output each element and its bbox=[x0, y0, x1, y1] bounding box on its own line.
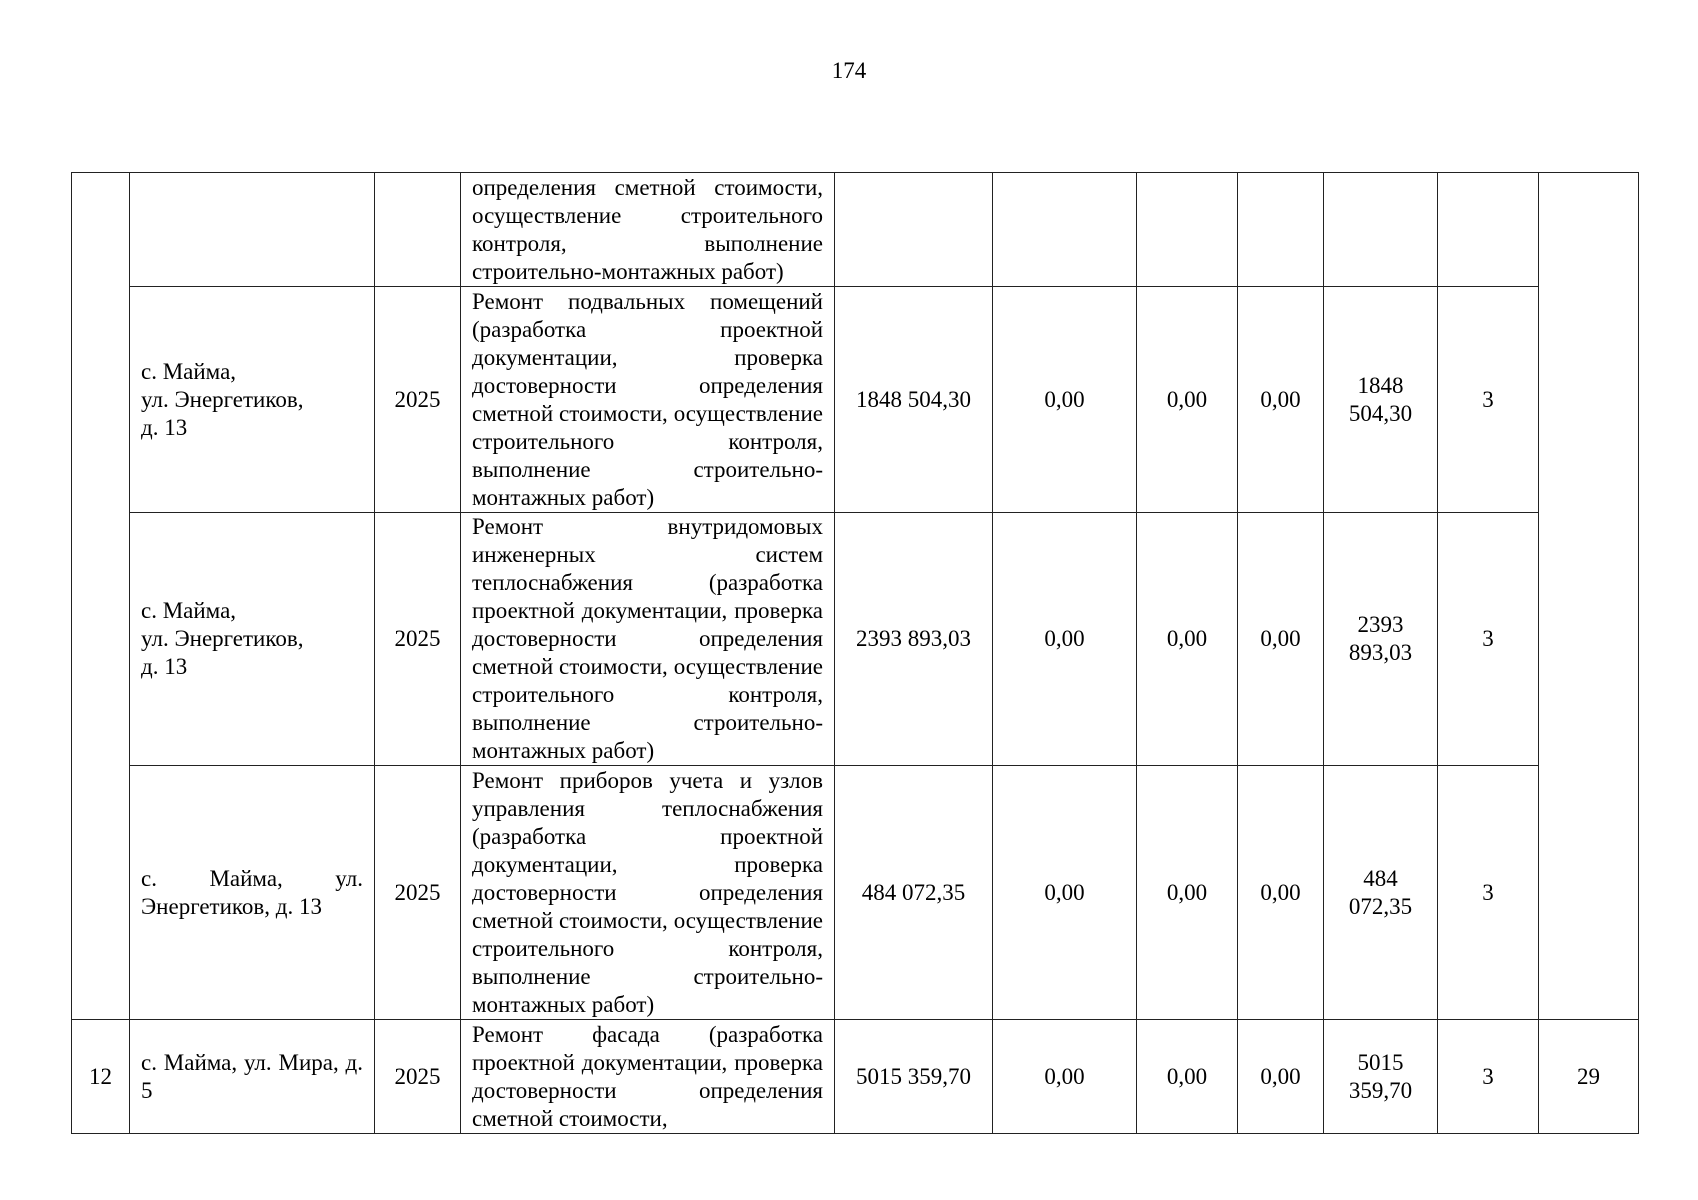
cell-source-4: 5015 359,70 bbox=[1324, 1020, 1438, 1134]
cell-source-1: 0,00 bbox=[993, 513, 1137, 766]
cell-source-1: 0,00 bbox=[993, 1020, 1137, 1134]
cell-address bbox=[130, 173, 375, 287]
cell-source-4 bbox=[1324, 173, 1438, 287]
cell-source-1: 0,00 bbox=[993, 287, 1137, 513]
cell-method: 3 bbox=[1438, 513, 1539, 766]
cell-method: 3 bbox=[1438, 766, 1539, 1020]
cell-number bbox=[72, 173, 130, 1020]
cell-source-3: 0,00 bbox=[1238, 766, 1324, 1020]
cell-address: с. Майма, ул. Энергетиков, д. 13 bbox=[130, 766, 375, 1020]
cell-source-2: 0,00 bbox=[1137, 1020, 1238, 1134]
table-row bbox=[72, 766, 1639, 1020]
table-row bbox=[72, 513, 1639, 766]
cell-year bbox=[375, 173, 461, 287]
cell-total: 484 072,35 bbox=[835, 766, 993, 1020]
cell-year: 2025 bbox=[375, 766, 461, 1020]
cell-method: 3 bbox=[1438, 1020, 1539, 1134]
table-row bbox=[72, 173, 1639, 287]
table-row bbox=[72, 287, 1639, 513]
cell-method: 3 bbox=[1438, 287, 1539, 513]
cell-source-2: 0,00 bbox=[1137, 766, 1238, 1020]
cell-source-2: 0,00 bbox=[1137, 287, 1238, 513]
cell-number: 12 bbox=[72, 1020, 130, 1134]
cell-source-4: 484 072,35 bbox=[1324, 766, 1438, 1020]
cell-description: Ремонт фасада (разработка проектной документации, проверка достоверности определения сметной стоимости, bbox=[461, 1020, 835, 1134]
cell-total: 2393 893,03 bbox=[835, 513, 993, 766]
cell-source-3: 0,00 bbox=[1238, 1020, 1324, 1134]
cell-year: 2025 bbox=[375, 1020, 461, 1134]
cell-source-3: 0,00 bbox=[1238, 287, 1324, 513]
cell-address: с. Майма, ул. Энергетиков, д. 13 bbox=[130, 513, 375, 766]
cell-description: определения сметной стоимости, осуществление строительного контроля, выполнение строительно-монтажных работ) bbox=[461, 173, 835, 287]
cell-address: с. Майма, ул. Мира, д. 5 bbox=[130, 1020, 375, 1134]
cell-address: с. Майма, ул. Энергетиков, д. 13 bbox=[130, 287, 375, 513]
cell-description: Ремонт внутридомовых инженерных систем теплоснабжения (разработка проектной документации, проверка достоверности определения сметной стоимости, осуществление строительного контроля, выполнение строительно-монтажных работ) bbox=[461, 513, 835, 766]
cell-source-4: 2393 893,03 bbox=[1324, 513, 1438, 766]
cell-description: Ремонт подвальных помещений (разработка проектной документации, проверка достоверности определения сметной стоимости, осуществление строительного контроля, выполнение строительно-монтажных работ) bbox=[461, 287, 835, 513]
cell-total: 1848 504,30 bbox=[835, 287, 993, 513]
cell-total bbox=[835, 173, 993, 287]
cell-source-3 bbox=[1238, 173, 1324, 287]
cell-last-empty bbox=[1539, 173, 1639, 1020]
cell-source-2 bbox=[1137, 173, 1238, 287]
cell-source-3: 0,00 bbox=[1238, 513, 1324, 766]
cell-total: 5015 359,70 bbox=[835, 1020, 993, 1134]
cell-year: 2025 bbox=[375, 287, 461, 513]
cell-year: 2025 bbox=[375, 513, 461, 766]
page-number: 174 bbox=[831, 58, 867, 83]
cell-source-1: 0,00 bbox=[993, 766, 1137, 1020]
repair-works-table bbox=[71, 172, 1639, 1134]
cell-last: 29 bbox=[1539, 1020, 1639, 1134]
cell-source-1 bbox=[993, 173, 1137, 287]
cell-method bbox=[1438, 173, 1539, 287]
cell-source-4: 1848 504,30 bbox=[1324, 287, 1438, 513]
cell-source-2: 0,00 bbox=[1137, 513, 1238, 766]
table-row bbox=[72, 1020, 1639, 1134]
cell-description: Ремонт приборов учета и узлов управления теплоснабжения (разработка проектной документации, проверка достоверности определения сметной стоимости, осуществление строительного контроля, выполнение строительно-монтажных работ) bbox=[461, 766, 835, 1020]
